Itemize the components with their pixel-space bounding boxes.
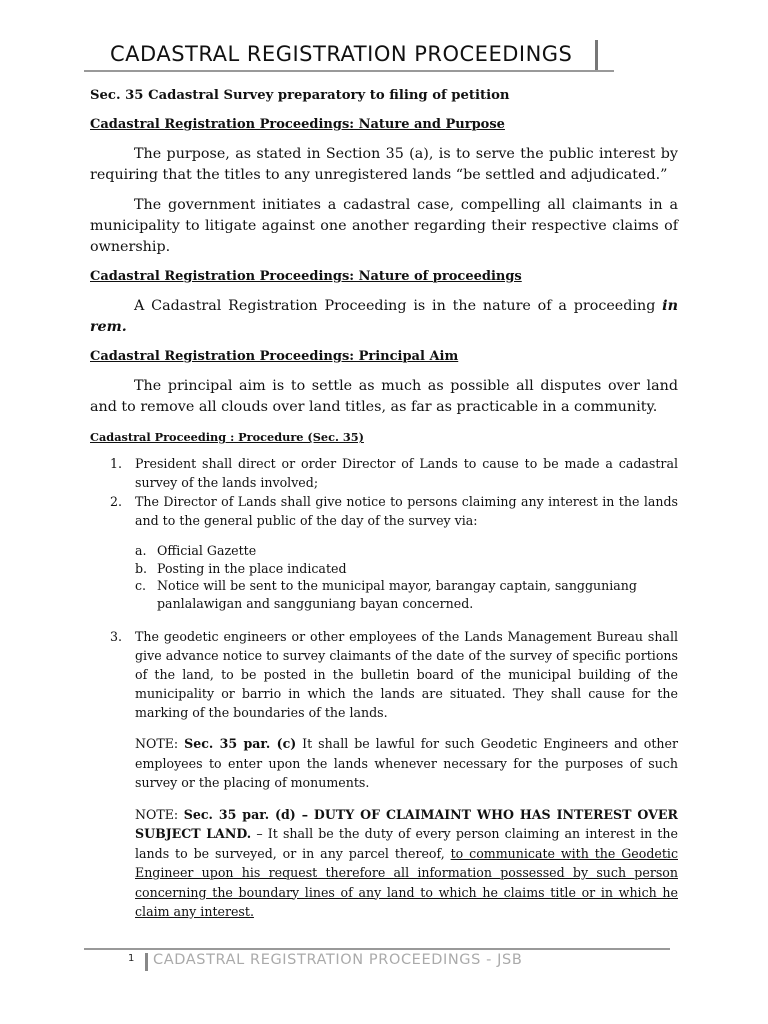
list-text: Official Gazette <box>157 543 257 558</box>
paragraph-principal-aim: The principal aim is to settle as much as possible all disputes over land and to remove all clouds over land titles, as far as practicable in a community. <box>90 378 678 415</box>
list-item <box>90 542 678 560</box>
list-text: The Director of Lands shall give notice to persons claiming any interest in the lands and to the general public of the day of the survey via: <box>135 494 678 528</box>
in-rem-text: A Cadastral Registration Proceeding is in the nature of a proceeding <box>134 298 663 314</box>
list-letter: b. <box>135 560 148 576</box>
footer-divider <box>145 953 148 971</box>
heading-nature-proceedings: Cadastral Registration Proceedings: Nature of proceedings <box>90 269 522 284</box>
list-number: 3. <box>110 629 123 644</box>
note-reference: Sec. 35 par. (d) – DUTY OF CLAIMAINT WHO HAS INTEREST OVER SUBJECT LAND. <box>135 806 678 841</box>
document-body <box>90 88 678 922</box>
paragraph-government: The government initiates a cadastral case, compelling all claimants in a municipality to litigate against one another regarding their respective claims of ownership. <box>90 197 678 255</box>
heading-procedure: Cadastral Proceeding : Procedure (Sec. 35) <box>90 430 364 444</box>
list-item <box>90 560 678 578</box>
list-text: Notice will be sent to the municipal mayor, barangay captain, sangguniang panlalawigan and sangguniang bayan concerned. <box>157 578 637 611</box>
list-letter: c. <box>135 578 147 593</box>
note-par-c <box>90 734 678 793</box>
note-underlined-text: to communicate with the Geodetic Engineer upon his request therefore all information possessed by such person concerning the boundary lines of any land to which he claims title or in which he claim any interest. <box>135 845 678 919</box>
footer-rule <box>84 948 670 950</box>
list-letter: a. <box>135 543 147 558</box>
note-par-d <box>90 805 678 922</box>
note-prefix: NOTE: <box>135 736 185 751</box>
page-header <box>84 38 598 72</box>
section-title: Sec. 35 Cadastral Survey preparatory to filing of petition <box>90 88 510 103</box>
notice-method-list <box>90 542 678 612</box>
note-prefix: NOTE: <box>135 806 184 822</box>
paragraph-purpose: The purpose, as stated in Section 35 (a), is to serve the public interest by requiring that the titles to any unregistered lands “be settled and adjudicated.” <box>90 146 678 183</box>
heading-nature-purpose: Cadastral Registration Proceedings: Nature and Purpose <box>90 117 505 132</box>
procedure-list <box>90 454 678 722</box>
list-item <box>90 577 678 612</box>
heading-principal-aim: Cadastral Registration Proceedings: Principal Aim <box>90 349 459 364</box>
list-item <box>90 454 678 492</box>
note-text: – It shall be the duty of every person claiming an interest in the lands to be surveyed, or in any parcel thereof, <box>135 826 678 861</box>
header-title: CADASTRAL REGISTRATION PROCEEDINGS <box>110 42 573 66</box>
note-reference: Sec. 35 par. (c) <box>184 736 297 751</box>
footer-title: CADASTRAL REGISTRATION PROCEEDINGS - JSB <box>153 952 523 968</box>
page-number: 1 <box>128 953 135 964</box>
list-number: 2. <box>110 494 123 509</box>
list-item <box>90 627 678 722</box>
list-text: President shall direct or order Director of Lands to cause to be made a cadastral survey of the lands involved; <box>135 456 678 490</box>
list-number: 1. <box>110 456 123 471</box>
list-item <box>90 492 678 530</box>
list-text: The geodetic engineers or other employees of the Lands Management Bureau shall give advance notice to survey claimants of the date of the survey of specific portions of the land, to be posted in the bulletin board of the municipal building of the municipality or barrio in which the lands are situated. They shall cause for the marking of the boundaries of the lands. <box>135 629 678 720</box>
list-text: Posting in the place indicated <box>157 560 347 576</box>
paragraph-in-rem <box>90 296 678 338</box>
header-divider <box>595 40 598 72</box>
in-rem-emphasis: in rem. <box>90 298 678 335</box>
note-text: It shall be lawful for such Geodetic Engineers and other employees to enter upon the lands whenever necessary for the purposes of such survey or the placing of monuments. <box>135 736 678 790</box>
header-rule <box>84 70 614 72</box>
